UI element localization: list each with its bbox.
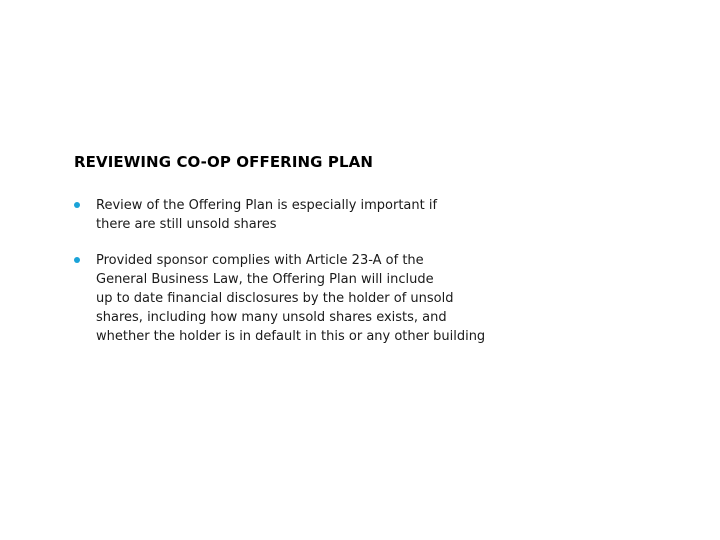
bullet-item bbox=[72, 196, 632, 234]
bullet-line: General Business Law, the Offering Plan will include bbox=[96, 272, 434, 287]
bullet-line: shares, including how many unsold shares exists, and bbox=[96, 310, 447, 325]
bullet-line: up to date financial disclosures by the holder of unsold bbox=[96, 291, 454, 306]
bullet-item bbox=[72, 251, 632, 346]
bullet-list bbox=[72, 196, 632, 363]
slide-title: REVIEWING CO-OP OFFERING PLAN bbox=[74, 153, 374, 171]
bullet-line: Review of the Offering Plan is especially important if bbox=[96, 198, 438, 213]
bullet-dot-icon bbox=[74, 257, 80, 263]
bullet-line: whether the holder is in default in this or any other building bbox=[96, 329, 486, 344]
bullet-line: Provided sponsor complies with Article 23-A of the bbox=[96, 253, 424, 268]
bullet-line: there are still unsold shares bbox=[96, 217, 277, 232]
bullet-dot-icon bbox=[74, 202, 80, 208]
